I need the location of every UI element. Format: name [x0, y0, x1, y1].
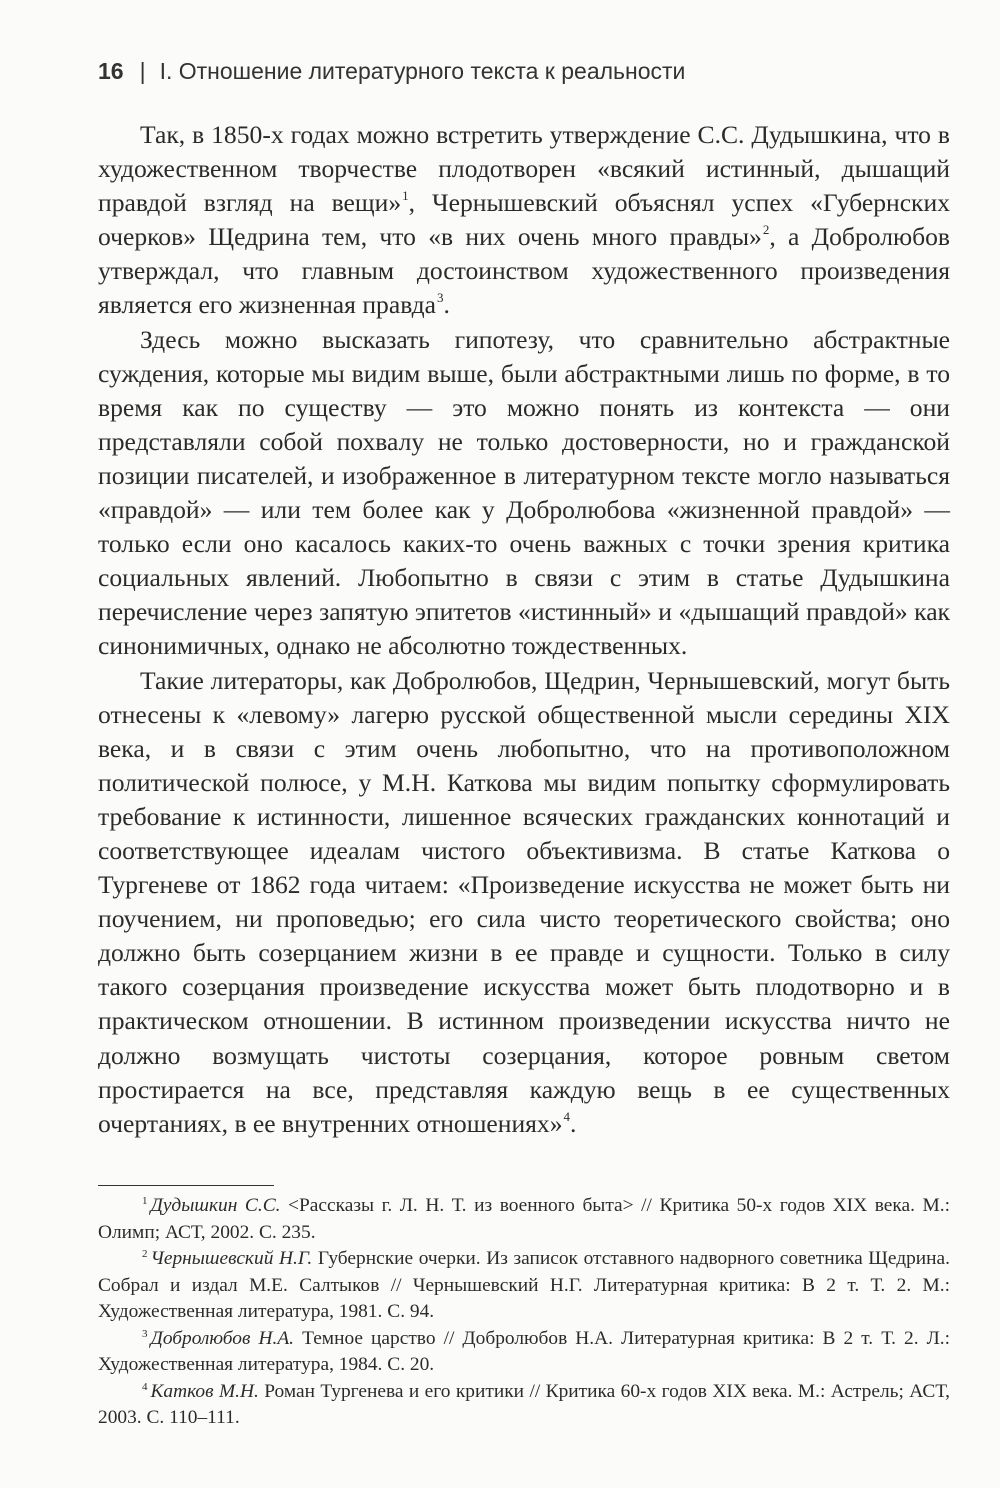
footnote-1-text: <Рассказы г. Л. Н. Т. из военного быта> // Критика 50-х годов XIX века. М.: Олимп; АСТ, 2002. С. 235.: [98, 1195, 950, 1243]
footnote-1-number: 1: [142, 1195, 148, 1207]
footnote-3: [98, 1326, 950, 1379]
footnote-4-number: 4: [142, 1380, 148, 1393]
footnote-3-text: Темное царство // Добролюбов Н.А. Литературная критика: В 2 т. Т. 2. Л.: Художественная литература, 1984. С. 20.: [98, 1327, 951, 1375]
footnote-ref-2[interactable]: 2: [762, 222, 770, 238]
footnote-4: [98, 1379, 950, 1432]
footnotes: [98, 1193, 950, 1432]
footnote-4-text: Роман Тургенева и его критики // Критика 60-х годов XIX века. М.: Астрель; АСТ, 2003. С. 110–111.: [98, 1380, 950, 1428]
footnote-2-author: Чернышевский Н.Г.: [150, 1248, 313, 1269]
footnote-1-author: Дудышкин С.С.: [150, 1195, 281, 1216]
header-separator: |: [139, 58, 146, 84]
paragraph-1: [98, 118, 950, 323]
running-header: [98, 58, 685, 85]
main-text: [98, 118, 950, 1141]
paragraph-1-text-a: Так, в 1850-х годах можно встретить утверждение С.С. Дудышкина, что в художественном творчестве плодотворен «всякий истинный, дышащий правдой взгляд на вещи»: [98, 120, 950, 218]
paragraph-3: [98, 664, 950, 1141]
footnote-divider: [98, 1185, 274, 1186]
paragraph-3-text-b: .: [570, 1108, 577, 1138]
paragraph-1-text-b: , Чернышевский объяснял успех «Губернских очерков» Щедрина тем, что «в них очень много правды»: [98, 188, 950, 252]
paragraph-1-text-d: .: [443, 290, 450, 320]
footnote-4-author: Катков М.Н.: [150, 1380, 259, 1402]
footnote-2: [98, 1246, 950, 1326]
footnote-ref-1[interactable]: 1: [402, 188, 409, 204]
footnote-3-number: 3: [142, 1327, 148, 1340]
chapter-title: I. Отношение литературного текста к реальности: [159, 58, 686, 84]
footnote-2-number: 2: [142, 1248, 148, 1260]
footnote-3-author: Добролюбов Н.А.: [150, 1327, 295, 1349]
page-number: 16: [98, 58, 124, 84]
footnote-ref-3[interactable]: 3: [437, 290, 444, 306]
paragraph-2: Здесь можно высказать гипотезу, что сравнительно абстрактные суждения, которые мы видим выше, были абстрактными лишь по форме, в то время как по существу — это можно понять из контекста — они представляли собой похвалу не только достоверности, но и гражданской позиции писателей, и изображенное в литературном тексте могло называться «правдой» — или тем более как у Добролюбова «жизненной правдой» — только если оно касалось каких-то очень важных с точки зрения критика социальных явлений. Любопытно в связи с этим в статье Дудышкина перечисление через запятую эпитетов «истинный» и «дышащий правдой» как синонимичных, однако не абсолютно тождественных.: [98, 324, 950, 661]
footnote-1: [98, 1193, 950, 1246]
paragraph-1-text-c: , а Добролюбов утверждал, что главным достоинством художественного произведения является его жизненная правда: [98, 222, 950, 320]
footnote-ref-4[interactable]: 4: [563, 1108, 571, 1124]
paragraph-3-text-a: Такие литераторы, как Добролюбов, Щедрин, Чернышевский, могут быть отнесены к «левому» лагерю русской общественной мысли середины XIX века, и в связи с этим очень любопытно, что на противоположном политической полюсе, у М.Н. Каткова мы видим попытку сформулировать требование к истинности, лишенное всяческих гражданских коннотаций и соответствующее идеалам чистого объективизма. В статье Каткова о Тургеневе от 1862 года читаем: «Произведение искусства не может быть ни поучением, ни проповедью; его сила чисто теоретического свойства; оно должно быть созерцанием жизни в ее правде и сущности. Только в силу такого созерцания произведение искусства может быть плодотворно и в практическом отношении. В истинном произведении искусства ничто не должно возмущать чистоты созерцания, которое ровным светом простирается на все, представляя каждую вещь в ее существенных очертаниях, в ее внутренних отношениях»: [98, 665, 950, 1138]
footnote-2-text: Губернские очерки. Из записок отставного надворного советника Щедрина. Собрал и издал М.Е. Салтыков // Чернышевский Н.Г. Литературная критика: В 2 т. Т. 2. М.: Художественная литература, 1981. С. 94.: [98, 1248, 950, 1322]
